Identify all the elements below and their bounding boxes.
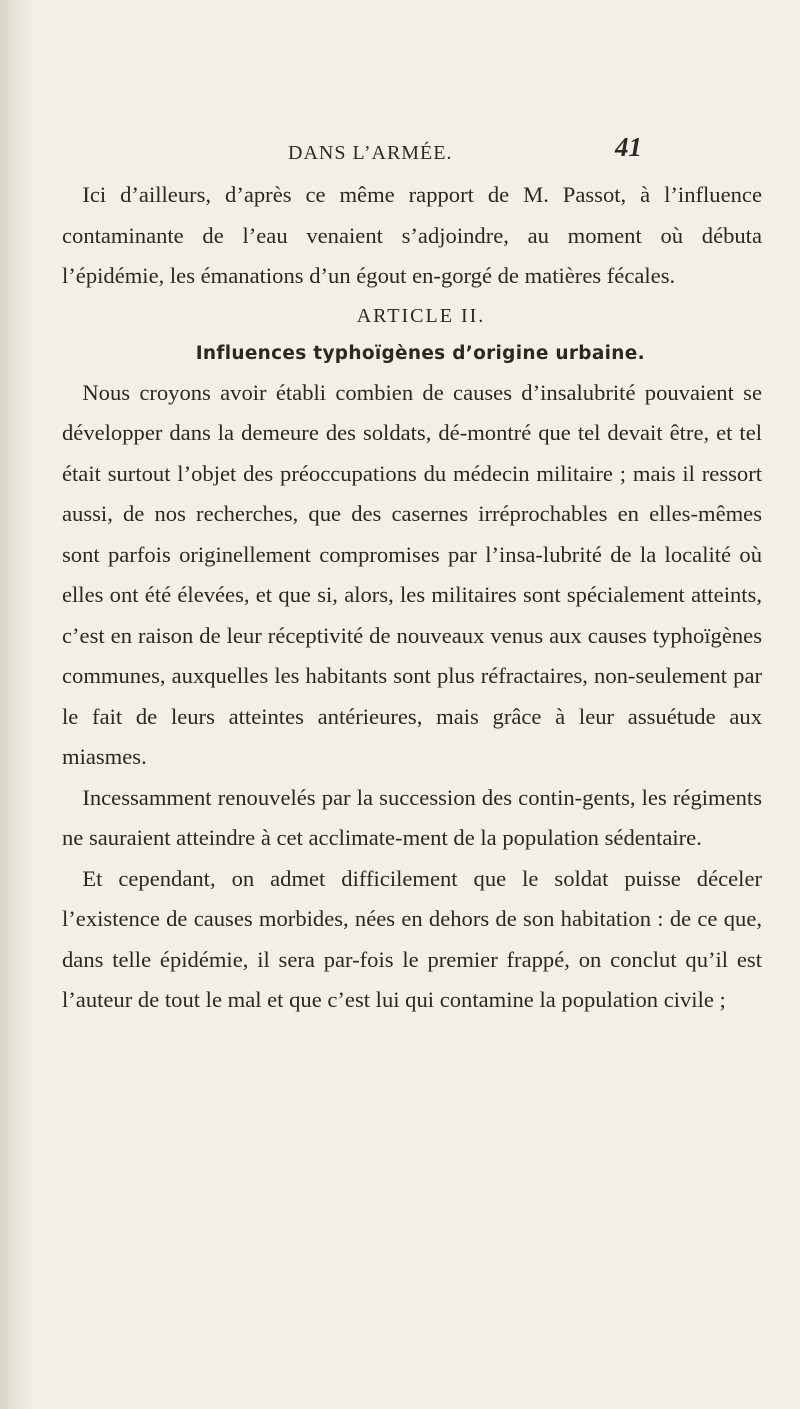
paragraph-4: Et cependant, on admet difficilement que le soldat puisse déceler l’existence de causes morbides, nées en dehors de son habitation : de ce que, dans telle épidémie, il sera par-fois le premier frappé, on conclut qu’il est l’auteur de tout le mal et que c’est lui qui contamine la population civile ;: [62, 865, 762, 1012]
book-page: [62, 0, 762, 1409]
running-title: DANS L’ARMÉE.: [288, 142, 453, 164]
page-number: 41: [615, 132, 642, 162]
paragraph-3: Incessamment renouvelés par la succession des contin-gents, les régiments ne sauraient atteindre à cet acclimate-ment de la population sédentaire.: [62, 784, 762, 850]
paragraph-2: Nous croyons avoir établi combien de causes d’insalubrité pouvaient se développer dans la demeure des soldats, dé-montré que tel devait être, et tel était surtout l’objet des préoccupations du médecin militaire ; mais il ressort aussi, de nos recherches, que des casernes irréprochables en elles-mêmes sont parfois originellement compromises par l’insa-lubrité de la localité où elles ont été élevées, et que si, alors, les militaires sont spécialement atteints, c’est en raison de leur réceptivité de nouveaux venus aux causes typhoïgènes communes, auxquelles les habitants sont plus réfractaires, non-seulement par le fait de leurs atteintes antérieures, mais grâce à leur assuétude aux miasmes.: [62, 379, 762, 769]
article-heading: ARTICLE II.: [356, 304, 486, 327]
page-binding-edge: [0, 0, 34, 1409]
section-heading: Influences typhoïgènes d’origine urbaine.: [195, 342, 645, 364]
paragraph-1: Ici d’ailleurs, d’après ce même rapport de M. Passot, à l’influence contaminante de l’eau venaient s’adjoindre, au moment où débuta l’épidémie, les émanations d’un égout en-gorgé de matières fécales.: [62, 182, 762, 288]
body-text: [62, 175, 762, 1021]
